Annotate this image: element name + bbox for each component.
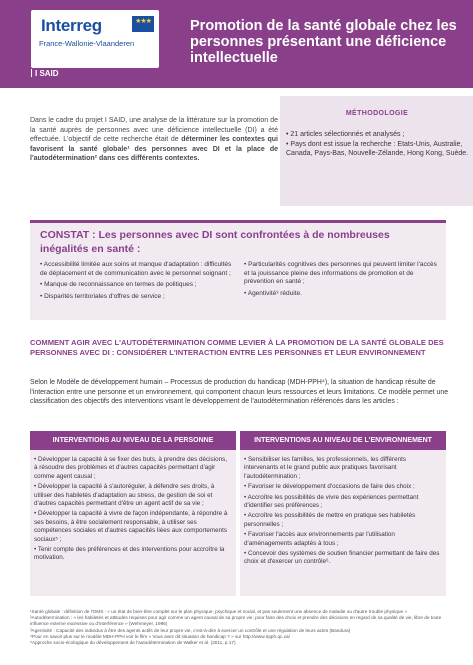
page-title: Promotion de la santé globale chez les personnes présentant une déficience intellectuelle xyxy=(190,18,457,66)
personne-column xyxy=(30,431,236,596)
footnote: ¹Santé globale : définition de l'OMS : « un état de bien-être complet sur le plan physique, psychique et social, et pas seulement une absence de maladie ou d'autre trouble physique » xyxy=(30,609,408,614)
logo-subtitle: France-Wallonie-Vlaanderen xyxy=(39,39,135,48)
methodology-box xyxy=(280,96,473,206)
list-item: • Accroître les possibilités de mettre en pratique ses habiletés personnelles ; xyxy=(244,512,442,529)
list-item: • Développer la capacité à s'autoréguler, à défendre ses droits, à utiliser des habiletés d'adaptation au stress, de gestion de soi et d'autres capacités permettant d'être un agent actif de sa vie ; xyxy=(34,483,232,508)
footnotes xyxy=(30,609,455,646)
constat-heading: CONSTAT : Les personnes avec DI sont confrontées à de nombreuses inégalités en santé : xyxy=(40,229,390,255)
environnement-list xyxy=(244,456,442,567)
personne-list xyxy=(34,456,232,563)
personne-column-body xyxy=(30,450,236,596)
header-banner xyxy=(0,0,473,88)
list-item: • Sensibiliser les familles, les professionnels, les différents intervenants et le grand public aux pratiques favorisant l'autodétermination ; xyxy=(244,456,442,481)
list-item: • 21 articles sélectionnés et analysés ; xyxy=(286,130,472,140)
list-item: • Agentivité³ réduite. xyxy=(244,290,440,299)
constat-left-list xyxy=(40,261,232,304)
logo-wordmark: Interreg xyxy=(41,16,102,35)
personne-column-heading: INTERVENTIONS AU NIVEAU DE LA PERSONNE xyxy=(30,431,236,450)
footnote: ⁵Approche socio-écologique du développement de l'autodétermination de Walker et al. (2011, p.17) xyxy=(30,640,236,646)
methodology-list xyxy=(286,130,472,159)
list-item: • Particularités cognitives des personnes qui peuvent limiter l'accès et la jouissance pleine des informations de promotion et de prévention en santé ; xyxy=(244,261,440,287)
environnement-column-heading: INTERVENTIONS AU NIVEAU DE L'ENVIRONNEMENT xyxy=(240,431,446,450)
list-item: • Manque de reconnaissance en termes de politiques ; xyxy=(40,281,232,290)
environnement-column-body xyxy=(240,450,446,596)
constat-right-list xyxy=(244,261,440,301)
project-name: I SAID xyxy=(31,69,71,78)
list-item: • Accessibilité limitée aux soins et manque d'adaptation : difficultés de déplacement et de communication avec le personnel soignant ; xyxy=(40,261,232,278)
list-item: • Favoriser l'accès aux environnements par l'utilisation d'aménagements adaptés à tous ; xyxy=(244,531,442,548)
constat-box xyxy=(30,220,446,320)
list-item: • Favoriser le développement d'occasions de faire des choix ; xyxy=(244,483,442,491)
interreg-logo xyxy=(31,10,159,68)
footnote: ⁴Pour en savoir plus sur le modèle MDH-PPH voir le film « Vous avez dit situation de handicap ? » sur http://www.ripph.qc.ca/ xyxy=(30,633,290,639)
methodology-heading: MÉTHODOLOGIE xyxy=(345,110,409,117)
footnote: ³Agentivité : Capacité des individus à être des agents actifs de leur propre vie, c'est-à-dire à exercer un contrôle et une régulation de leurs actes (Bandura) xyxy=(30,627,351,633)
footnote: ²Autodétermination : « les habiletés et attitudes requises pour agir comme un agent causal de sa propre vie, pour faire des choix et prendre des décisions en regard de sa qualité de vie, libre de toute influence externe excessive ou d'interférence » (Wehmeyer, 1996) xyxy=(30,615,442,627)
environnement-column xyxy=(240,431,446,596)
list-item: • Disparités territoriales d'offres de service ; xyxy=(40,293,232,302)
list-item: • Concevoir des systèmes de soutien financier permettant de faire des choix et d'exercer un contrôle⁶. xyxy=(244,550,442,567)
model-paragraph: Selon le Modèle de développement humain – Processus de production du handicap (MDH-PPH⁴), la situation de handicap résulte de l'interaction entre une personne et un environnement, qui comportent chacun leurs ressources et leurs limitations. Ce modèle permet une classification des objectifs des interventions visant le développement de l'autodétermination référencés dans les articles : xyxy=(30,379,449,406)
list-item: • Pays dont est issue la recherche : Etats-Unis, Australie, Canada, Pays-Bas, Nouvelle-Zélande, Hong Kong, Suède. xyxy=(286,140,472,159)
eu-flag-icon: ★★★ xyxy=(132,16,154,32)
list-item: • Développer la capacité à vivre de façon indépendante, à répondre à ses besoins, à être socialement responsable, à utiliser ses compétences sociales et d'autres capacités liées aux comportements sociaux⁵ ; xyxy=(34,510,232,544)
comment-heading: COMMENT AGIR AVEC L'AUTODÉTERMINATION COMME LEVIER À LA PROMOTION DE LA SANTÉ GLOBALE DES PERSONNES AVEC DI : CONSIDÉRER L'INTERACTION ENTRE LES PERSONNES ET LEUR ENVIRONNEMENT xyxy=(30,338,444,358)
list-item: • Développer la capacité à se fixer des buts, à prendre des décisions, à résoudre des problèmes et d'autres capacités permettant d'agir comme agent causal ; xyxy=(34,456,232,481)
list-item: • Tenir compte des préférences et des interventions pour accroître la motivation. xyxy=(34,546,232,563)
list-item: • Accroître les possibilités de vivre des expériences permettant d'identifier ses préférences ; xyxy=(244,494,442,511)
intro-paragraph: Dans le cadre du projet I SAID, une analyse de la littérature sur la promotion de la santé auprès de personnes avec une déficience intellectuelle (DI) a été effectuée. L'objectif de cette recherche était de déterminer les contextes qui favorisent la santé globale¹ des personnes avec DI et la place de l'autodétermination² dans ces différents contextes. xyxy=(30,117,279,163)
